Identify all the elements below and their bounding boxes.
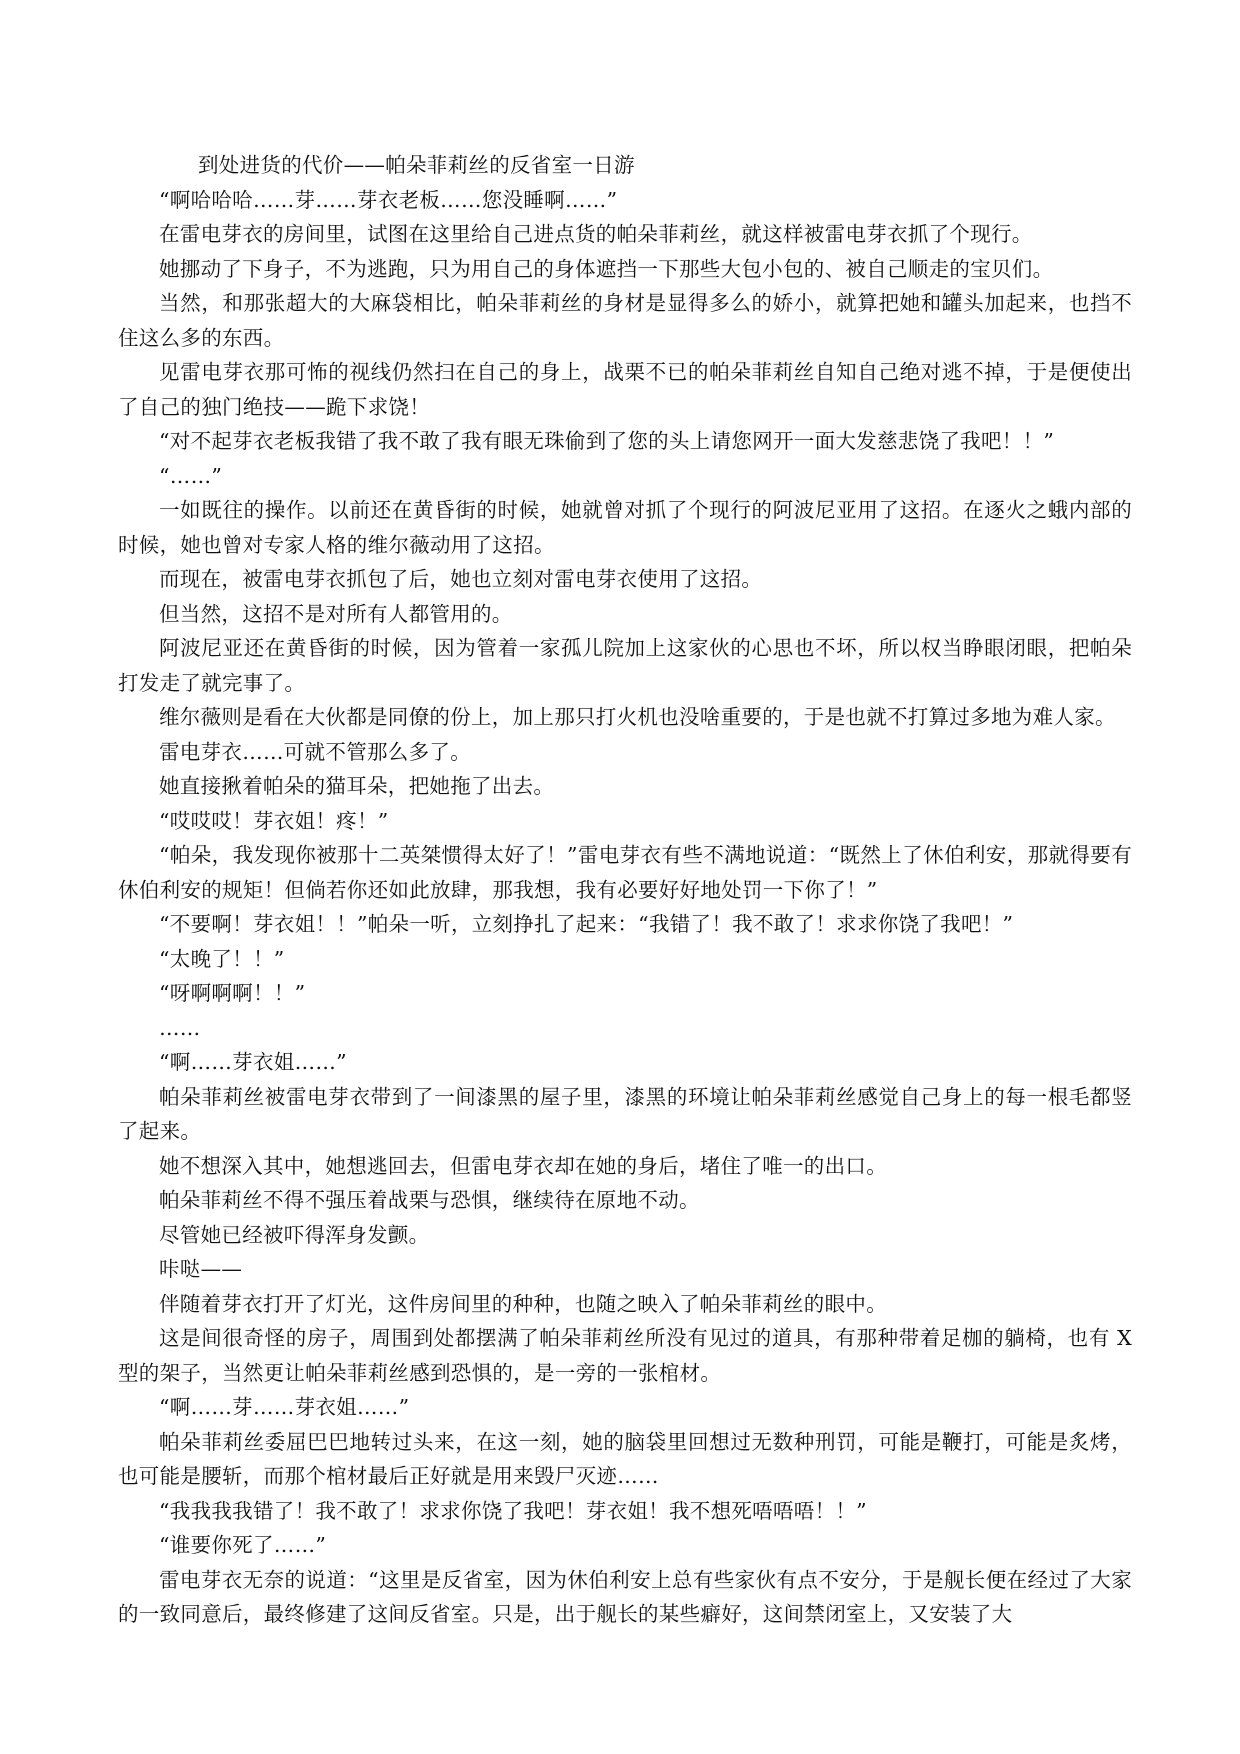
paragraph: 一如既往的操作。以前还在黄昏街的时候，她就曾对抓了个现行的阿波尼亚用了这招。在逐火之蛾内部的时候，她也曾对专家人格的维尔薇动用了这招。	[118, 498, 1132, 557]
paragraph: 见雷电芽衣那可怖的视线仍然扫在自己的身上，战栗不已的帕朵菲莉丝自知自己绝对逃不掉，于是便使出了自己的独门绝技——跪下求饶！	[118, 360, 1132, 419]
paragraph: “谁要你死了……”	[159, 1533, 327, 1557]
paragraph: 她挪动了下身子，不为逃跑，只为用自己的身体遮挡一下那些大包小包的、被自己顺走的宝贝们。	[159, 256, 1054, 281]
paragraph: 雷电芽衣……可就不管那么多了。	[159, 739, 471, 764]
paragraph: 雷电芽衣无奈的说道：“这里是反省室，因为休伯利安上总有些家伙有点不安分，于是舰长便在经过了大家的一致同意后，最终修建了这间反省室。只是，出于舰长的某些癖好，这间禁闭室上，又安装了大	[118, 1567, 1132, 1626]
paragraph: 维尔薇则是看在大伙都是同僚的份上，加上那只打火机也没啥重要的，于是也就不打算过多地为难人家。	[159, 705, 1116, 729]
story-title: 到处进货的代价——帕朵菲莉丝的反省室一日游	[198, 153, 635, 177]
paragraph: 她不想深入其中，她想逃回去，但雷电芽衣却在她的身后，堵住了唯一的出口。	[159, 1153, 887, 1178]
paragraph: 阿波尼亚还在黄昏街的时候，因为管着一家孤儿院加上这家伙的心思也不坏，所以权当睁眼闭眼，把帕朵打发走了就完事了。	[118, 636, 1132, 695]
paragraph: 帕朵菲莉丝委屈巴巴地转过头来，在这一刻，她的脑袋里回想过无数种刑罚，可能是鞭打，可能是炙烤，也可能是腰斩，而那个棺材最后正好就是用来毁尸灭迹……	[118, 1429, 1132, 1488]
paragraph: “对不起芽衣老板我错了我不敢了我有眼无珠偷到了您的头上请您网开一面大发慈悲饶了我吧！！”	[159, 429, 1055, 453]
paragraph: 当然，和那张超大的大麻袋相比，帕朵菲莉丝的身材是显得多么的娇小，就算把她和罐头加起来，也挡不住这么多的东西。	[118, 291, 1132, 350]
paragraph: “我我我我错了！我不敢了！求求你饶了我吧！芽衣姐！我不想死唔唔唔！！”	[159, 1498, 867, 1523]
paragraph: “太晚了！！”	[159, 946, 285, 971]
paragraph: “……”	[159, 463, 223, 488]
paragraph: “啊……芽衣姐……”	[159, 1050, 347, 1074]
paragraph: 在雷电芽衣的房间里，试图在这里给自己进点货的帕朵菲莉丝，就这样被雷电芽衣抓了个现行。	[159, 222, 1033, 246]
story-text	[118, 148, 1132, 1632]
paragraph: 尽管她已经被吓得浑身发颤。	[159, 1222, 430, 1247]
paragraph: 她直接揪着帕朵的猫耳朵，把她拖了出去。	[159, 774, 555, 798]
paragraph: ……	[159, 1015, 201, 1040]
paragraph: “啊……芽……芽衣姐……”	[159, 1395, 410, 1419]
paragraph: “呀啊啊啊！！”	[159, 981, 306, 1005]
paragraph: 帕朵菲莉丝被雷电芽衣带到了一间漆黑的屋子里，漆黑的环境让帕朵菲莉丝感觉自己身上的每一根毛都竖了起来。	[118, 1084, 1132, 1143]
paragraph: 帕朵菲莉丝不得不强压着战栗与恐惧，继续待在原地不动。	[159, 1188, 700, 1212]
paragraph: 这是间很奇怪的房子，周围到处都摆满了帕朵菲莉丝所没有见过的道具，有那种带着足枷的躺椅，也有 X 型的架子，当然更让帕朵菲莉丝感到恐惧的，是一旁的一张棺材。	[118, 1326, 1132, 1385]
paragraph: 而现在，被雷电芽衣抓包了后，她也立刻对雷电芽衣使用了这招。	[159, 567, 763, 591]
paragraph: “帕朵，我发现你被那十二英桀惯得太好了！”雷电芽衣有些不满地说道：“既然上了休伯利安，那就得要有休伯利安的规矩！但倘若你还如此放肆，那我想，我有必要好好地处罚一下你了！”	[118, 843, 1132, 902]
paragraph: “不要啊！芽衣姐！！”帕朵一听，立刻挣扎了起来：“我错了！我不敢了！求求你饶了我吧！”	[159, 912, 1014, 936]
paragraph: 但当然，这招不是对所有人都管用的。	[159, 601, 513, 626]
paragraph: 伴随着芽衣打开了灯光，这件房间里的种种，也随之映入了帕朵菲莉丝的眼中。	[159, 1291, 887, 1316]
paragraph: “哎哎哎！芽衣姐！疼！”	[159, 808, 389, 833]
paragraph: “啊哈哈哈……芽……芽衣老板……您没睡啊……”	[159, 187, 618, 212]
paragraph: 咔哒——	[159, 1257, 243, 1281]
